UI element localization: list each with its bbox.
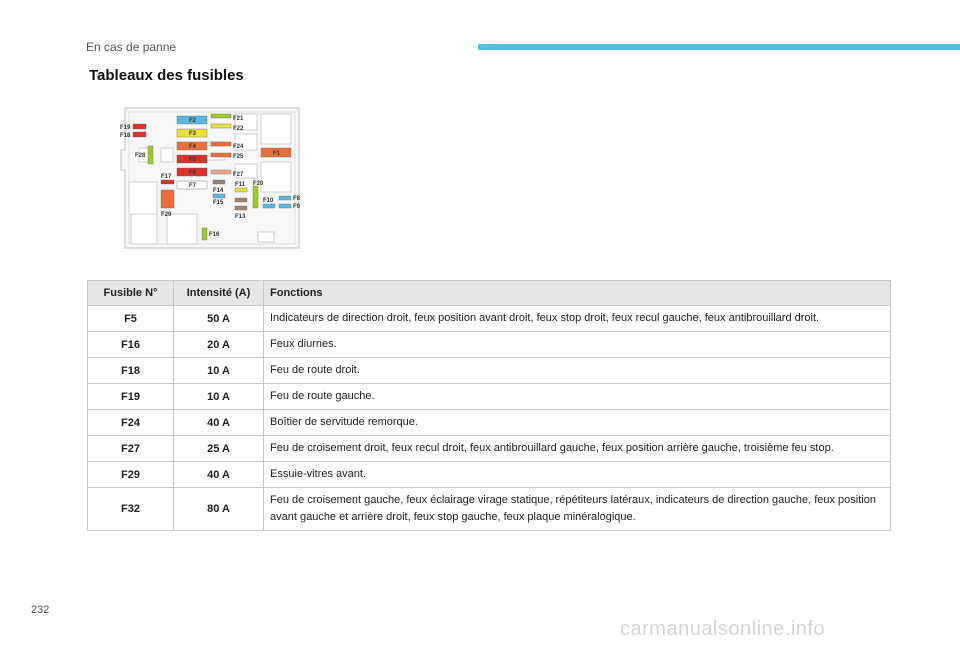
- cell-function: Boîtier de servitude remorque.: [264, 410, 891, 436]
- relay-slot: [131, 214, 157, 244]
- header-accent-bar: [478, 44, 960, 50]
- fuse-F21: [211, 114, 231, 118]
- fuse-F14-top: [213, 180, 225, 184]
- label-F7: F7: [189, 183, 197, 189]
- fuse-F19: [133, 124, 146, 129]
- fuse-F18: [133, 132, 146, 137]
- label-F19: F19: [120, 125, 131, 131]
- fuse-F11: [235, 188, 247, 192]
- fuse-F12: [235, 198, 247, 202]
- label-F8: F8: [293, 196, 301, 202]
- cell-intensity: 80 A: [174, 488, 264, 531]
- table-row: [88, 384, 891, 410]
- relay-slot: [261, 162, 291, 192]
- label-F24: F24: [233, 144, 244, 150]
- label-F17: F17: [161, 174, 172, 180]
- cell-intensity: 10 A: [174, 358, 264, 384]
- cell-fuse: F29: [88, 462, 174, 488]
- label-F5: F5: [189, 157, 197, 163]
- label-F2: F2: [189, 118, 197, 124]
- cell-function: Feu de croisement droit, feux recul droit, feux antibrouillard gauche, feux position arrière gauche, troisième feu stop.: [264, 436, 891, 462]
- table-row: [88, 358, 891, 384]
- label-F4: F4: [189, 144, 197, 150]
- cell-function: Feux diurnes.: [264, 332, 891, 358]
- label-F14: F14: [213, 188, 224, 194]
- cell-fuse: F24: [88, 410, 174, 436]
- relay-slot: [261, 114, 291, 144]
- header-intensity: Intensité (A): [174, 281, 264, 306]
- fuse-F25: [211, 153, 231, 157]
- section-label: En cas de panne: [86, 40, 177, 54]
- cell-function: Essuie-vitres avant.: [264, 462, 891, 488]
- watermark: carmanualsonline.info: [620, 618, 826, 640]
- fuse-F13: [235, 206, 247, 210]
- table-row: [88, 462, 891, 488]
- cell-function: Feu de route gauche.: [264, 384, 891, 410]
- empty-slot: [161, 148, 173, 162]
- fuse-F24: [211, 142, 231, 146]
- cell-fuse: F16: [88, 332, 174, 358]
- header-fuse: Fusible N°: [88, 281, 174, 306]
- cell-function: Feu de route droit.: [264, 358, 891, 384]
- cell-function: Indicateurs de direction droit, feux position avant droit, feux stop droit, feux recul gauche, feux antibrouillard droit.: [264, 306, 891, 332]
- label-F16: F16: [209, 232, 220, 238]
- cell-intensity: 20 A: [174, 332, 264, 358]
- table-row: [88, 488, 891, 531]
- fuse-F22: [211, 124, 231, 128]
- fuse-F20: [253, 186, 258, 208]
- fuse-F9: [279, 204, 291, 208]
- table-row: [88, 306, 891, 332]
- label-F21: F21: [233, 116, 244, 122]
- fuse-box-svg: [113, 100, 313, 258]
- fuse-F8: [279, 196, 291, 200]
- cell-intensity: 40 A: [174, 410, 264, 436]
- relay-slot: [167, 214, 197, 244]
- fuse-F15: [213, 194, 225, 198]
- cell-fuse: F18: [88, 358, 174, 384]
- fuse-F10: [263, 204, 275, 208]
- header-functions: Fonctions: [264, 281, 891, 306]
- cell-intensity: 50 A: [174, 306, 264, 332]
- label-F9: F9: [293, 204, 301, 210]
- fuse-F28: [148, 146, 153, 164]
- fuse-box-diagram: [113, 100, 313, 258]
- label-F11: F11: [235, 182, 246, 188]
- cell-fuse: F27: [88, 436, 174, 462]
- table-row: [88, 410, 891, 436]
- fuse-F27: [211, 170, 231, 174]
- label-F10: F10: [263, 198, 274, 204]
- label-F18: F18: [120, 133, 131, 139]
- fuse-F29: [161, 190, 174, 208]
- cell-intensity: 10 A: [174, 384, 264, 410]
- label-F20: F20: [253, 181, 264, 187]
- label-F29: F29: [161, 212, 172, 218]
- table-row: [88, 436, 891, 462]
- label-F13: F13: [235, 214, 246, 220]
- cell-intensity: 40 A: [174, 462, 264, 488]
- cell-function: Feu de croisement gauche, feux éclairage virage statique, répétiteurs latéraux, indicateurs de direction gauche, feux position avant gauche et arrière droit, feux stop gauche, feux plaque minéralogique.: [264, 488, 891, 531]
- fuse-F16: [202, 228, 207, 240]
- label-F15: F15: [213, 200, 224, 206]
- label-F6: F6: [189, 170, 197, 176]
- table-header-row: [88, 281, 891, 306]
- cell-intensity: 25 A: [174, 436, 264, 462]
- cell-fuse: F32: [88, 488, 174, 531]
- label-F1: F1: [273, 151, 281, 157]
- label-F3: F3: [189, 131, 197, 137]
- label-F27: F27: [233, 172, 244, 178]
- cell-fuse: F19: [88, 384, 174, 410]
- label-F25: F25: [233, 154, 244, 160]
- fuse-table: [87, 280, 891, 531]
- label-F22: F22: [233, 126, 244, 132]
- relay-slot: [129, 182, 157, 214]
- label-F28: F28: [135, 153, 146, 159]
- page-title: Tableaux des fusibles: [89, 67, 244, 84]
- fuse-F17: [161, 180, 174, 184]
- page-number: 232: [31, 604, 50, 616]
- table-row: [88, 332, 891, 358]
- cell-fuse: F5: [88, 306, 174, 332]
- empty-slot: [258, 232, 274, 242]
